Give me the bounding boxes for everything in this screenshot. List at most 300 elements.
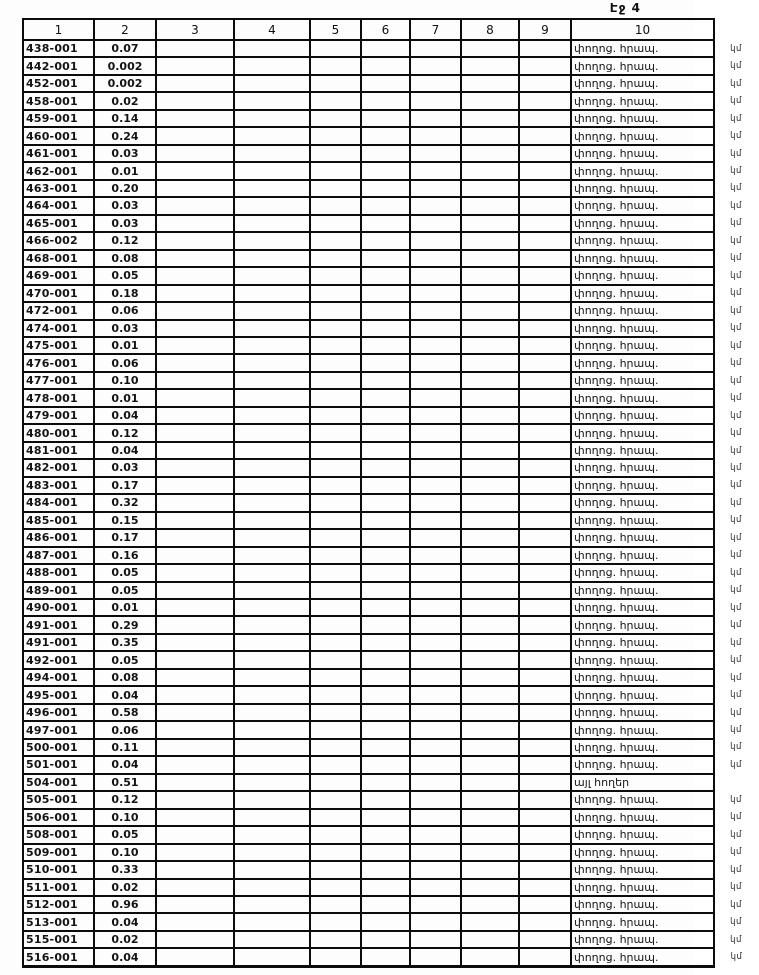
unit-note: կմ <box>730 253 742 264</box>
empty-cell <box>234 582 310 599</box>
empty-cell <box>410 739 461 756</box>
empty-cell <box>234 896 310 913</box>
code-cell: 492-001 <box>23 651 94 668</box>
unit-note: կմ <box>730 725 742 736</box>
empty-cell <box>519 879 571 896</box>
empty-cell <box>410 354 461 371</box>
value-cell: 0.51 <box>94 774 156 791</box>
value-cell: 0.07 <box>94 40 156 57</box>
empty-cell <box>361 686 410 703</box>
empty-cell <box>461 459 519 476</box>
empty-cell <box>310 302 361 319</box>
empty-cell <box>156 477 234 494</box>
empty-cell <box>461 582 519 599</box>
empty-cell <box>461 739 519 756</box>
empty-cell <box>156 756 234 773</box>
unit-note: կմ <box>730 480 742 491</box>
land-use-cell: փողոց. հրապ. <box>571 826 714 843</box>
value-cell: 0.04 <box>94 442 156 459</box>
empty-cell <box>461 302 519 319</box>
empty-cell <box>156 547 234 564</box>
land-use-cell: փողոց. հրապ. <box>571 564 714 581</box>
code-cell: 487-001 <box>23 547 94 564</box>
empty-cell <box>156 354 234 371</box>
empty-cell <box>519 564 571 581</box>
land-use-cell: փողոց. հրապ. <box>571 686 714 703</box>
unit-note: կմ <box>730 829 742 840</box>
value-cell: 0.05 <box>94 651 156 668</box>
value-cell: 0.04 <box>94 686 156 703</box>
value-cell: 0.02 <box>94 879 156 896</box>
land-use-cell: փողոց. հրապ. <box>571 529 714 546</box>
empty-cell <box>310 337 361 354</box>
unit-note: կմ <box>730 183 742 194</box>
table-row <box>23 529 758 546</box>
value-cell: 0.05 <box>94 826 156 843</box>
empty-cell <box>461 809 519 826</box>
empty-cell <box>519 389 571 406</box>
empty-cell <box>519 582 571 599</box>
unit-note: կմ <box>730 113 742 124</box>
land-use-cell: փողոց. հրապ. <box>571 756 714 773</box>
empty-cell <box>519 529 571 546</box>
code-cell: 468-001 <box>23 250 94 267</box>
empty-cell <box>519 215 571 232</box>
empty-cell <box>410 547 461 564</box>
empty-cell <box>361 547 410 564</box>
empty-cell <box>410 948 461 966</box>
land-use-cell: փողոց. հրապ. <box>571 302 714 319</box>
empty-cell <box>461 756 519 773</box>
code-cell: 516-001 <box>23 948 94 966</box>
empty-cell <box>410 931 461 948</box>
table-row <box>23 92 758 109</box>
land-use-cell: փողոց. հրապ. <box>571 791 714 808</box>
empty-cell <box>156 861 234 878</box>
empty-cell <box>461 634 519 651</box>
empty-cell <box>361 931 410 948</box>
empty-cell <box>461 564 519 581</box>
empty-cell <box>410 250 461 267</box>
value-cell: 0.04 <box>94 756 156 773</box>
empty-cell <box>310 389 361 406</box>
empty-cell <box>234 92 310 109</box>
empty-cell <box>519 145 571 162</box>
empty-cell <box>461 704 519 721</box>
column-header-8: 8 <box>461 19 519 40</box>
empty-cell <box>361 180 410 197</box>
value-cell: 0.10 <box>94 809 156 826</box>
land-use-cell: փողոց. հրապ. <box>571 57 714 74</box>
code-cell: 497-001 <box>23 721 94 738</box>
empty-cell <box>310 686 361 703</box>
empty-cell <box>461 197 519 214</box>
empty-cell <box>156 494 234 511</box>
empty-cell <box>234 547 310 564</box>
land-use-cell: փողոց. հրապ. <box>571 512 714 529</box>
empty-cell <box>234 145 310 162</box>
empty-cell <box>156 75 234 92</box>
empty-cell <box>519 75 571 92</box>
empty-cell <box>361 616 410 633</box>
value-cell: 0.12 <box>94 232 156 249</box>
empty-cell <box>310 582 361 599</box>
empty-cell <box>156 267 234 284</box>
empty-cell <box>310 162 361 179</box>
table-row <box>23 826 758 843</box>
table-row <box>23 599 758 616</box>
unit-note: կմ <box>730 532 742 543</box>
unit-note: կմ <box>730 235 742 246</box>
empty-cell <box>361 40 410 57</box>
empty-cell <box>234 424 310 441</box>
empty-cell <box>156 127 234 144</box>
empty-cell <box>461 844 519 861</box>
empty-cell <box>410 634 461 651</box>
code-cell: 500-001 <box>23 739 94 756</box>
empty-cell <box>410 826 461 843</box>
empty-cell <box>310 616 361 633</box>
code-cell: 512-001 <box>23 896 94 913</box>
empty-cell <box>461 127 519 144</box>
table-row <box>23 302 758 319</box>
unit-note: կմ <box>730 550 742 561</box>
empty-cell <box>410 424 461 441</box>
empty-cell <box>361 337 410 354</box>
empty-cell <box>361 826 410 843</box>
empty-cell <box>519 931 571 948</box>
empty-cell <box>310 267 361 284</box>
land-use-cell: փողոց. հրապ. <box>571 844 714 861</box>
empty-cell <box>310 407 361 424</box>
empty-cell <box>361 477 410 494</box>
unit-note: կմ <box>730 690 742 701</box>
table-row <box>23 320 758 337</box>
value-cell: 0.02 <box>94 931 156 948</box>
empty-cell <box>234 512 310 529</box>
empty-cell <box>310 564 361 581</box>
table-row <box>23 913 758 930</box>
unit-note: կմ <box>730 585 742 596</box>
empty-cell <box>156 651 234 668</box>
empty-cell <box>410 529 461 546</box>
value-cell: 0.18 <box>94 285 156 302</box>
table-row <box>23 704 758 721</box>
code-cell: 476-001 <box>23 354 94 371</box>
empty-cell <box>461 442 519 459</box>
empty-cell <box>461 547 519 564</box>
value-cell: 0.12 <box>94 791 156 808</box>
table-row <box>23 354 758 371</box>
empty-cell <box>410 197 461 214</box>
empty-cell <box>156 110 234 127</box>
empty-cell <box>519 913 571 930</box>
empty-cell <box>156 162 234 179</box>
empty-cell <box>410 704 461 721</box>
empty-cell <box>461 320 519 337</box>
unit-note: կմ <box>730 620 742 631</box>
empty-cell <box>234 931 310 948</box>
code-cell: 465-001 <box>23 215 94 232</box>
empty-cell <box>519 459 571 476</box>
unit-note: կմ <box>730 567 742 578</box>
empty-cell <box>310 40 361 57</box>
empty-cell <box>310 896 361 913</box>
empty-cell <box>156 302 234 319</box>
value-cell: 0.20 <box>94 180 156 197</box>
code-cell: 489-001 <box>23 582 94 599</box>
empty-cell <box>410 844 461 861</box>
empty-cell <box>310 879 361 896</box>
land-use-cell: փողոց. հրապ. <box>571 669 714 686</box>
empty-cell <box>461 407 519 424</box>
empty-cell <box>310 127 361 144</box>
empty-cell <box>310 75 361 92</box>
empty-cell <box>234 564 310 581</box>
value-cell: 0.06 <box>94 721 156 738</box>
value-cell: 0.17 <box>94 529 156 546</box>
code-cell: 511-001 <box>23 879 94 896</box>
empty-cell <box>461 389 519 406</box>
unit-note: կմ <box>730 864 742 875</box>
empty-cell <box>234 739 310 756</box>
empty-cell <box>310 721 361 738</box>
land-use-cell: փողոց. հրապ. <box>571 267 714 284</box>
land-use-cell: փողոց. հրապ. <box>571 320 714 337</box>
land-use-cell: փողոց. հրապ. <box>571 442 714 459</box>
unit-note: կմ <box>730 952 743 963</box>
code-cell: 469-001 <box>23 267 94 284</box>
code-cell: 460-001 <box>23 127 94 144</box>
table-row <box>23 250 758 267</box>
value-cell: 0.03 <box>94 320 156 337</box>
table-row <box>23 931 758 948</box>
empty-cell <box>310 197 361 214</box>
empty-cell <box>234 354 310 371</box>
empty-cell <box>361 809 410 826</box>
empty-cell <box>519 651 571 668</box>
code-cell: 485-001 <box>23 512 94 529</box>
empty-cell <box>310 651 361 668</box>
empty-cell <box>461 826 519 843</box>
empty-cell <box>410 616 461 633</box>
column-header-4: 4 <box>234 19 310 40</box>
empty-cell <box>361 145 410 162</box>
code-cell: 491-001 <box>23 634 94 651</box>
empty-cell <box>361 285 410 302</box>
empty-cell <box>461 931 519 948</box>
empty-cell <box>234 704 310 721</box>
empty-cell <box>310 145 361 162</box>
empty-cell <box>234 494 310 511</box>
empty-cell <box>310 669 361 686</box>
unit-note: կմ <box>730 218 742 229</box>
empty-cell <box>361 896 410 913</box>
code-cell: 491-001 <box>23 616 94 633</box>
unit-note: կմ <box>730 637 742 648</box>
empty-cell <box>156 669 234 686</box>
empty-cell <box>519 197 571 214</box>
empty-cell <box>234 756 310 773</box>
empty-cell <box>519 809 571 826</box>
land-use-cell: փողոց. հրապ. <box>571 75 714 92</box>
empty-cell <box>310 180 361 197</box>
empty-cell <box>461 861 519 878</box>
empty-cell <box>361 774 410 791</box>
empty-cell <box>361 948 410 966</box>
value-cell: 0.06 <box>94 354 156 371</box>
land-use-cell: փողոց. հրապ. <box>571 127 714 144</box>
column-header-3: 3 <box>156 19 234 40</box>
empty-cell <box>410 477 461 494</box>
unit-note: կմ <box>730 917 742 928</box>
empty-cell <box>410 162 461 179</box>
empty-cell <box>519 442 571 459</box>
empty-cell <box>461 75 519 92</box>
empty-cell <box>519 407 571 424</box>
empty-cell <box>519 162 571 179</box>
code-cell: 510-001 <box>23 861 94 878</box>
empty-cell <box>410 285 461 302</box>
empty-cell <box>410 651 461 668</box>
land-use-cell: փողոց. հրապ. <box>571 704 714 721</box>
empty-cell <box>156 424 234 441</box>
land-use-cell: փողոց. հրապ. <box>571 931 714 948</box>
empty-cell <box>234 948 310 966</box>
table-row <box>23 844 758 861</box>
empty-cell <box>361 197 410 214</box>
land-use-cell: փողոց. հրապ. <box>571 634 714 651</box>
table-row <box>23 215 758 232</box>
value-cell: 0.17 <box>94 477 156 494</box>
empty-cell <box>461 651 519 668</box>
empty-cell <box>410 791 461 808</box>
land-use-cell: փողոց. հրապ. <box>571 459 714 476</box>
code-cell: 470-001 <box>23 285 94 302</box>
table-row <box>23 459 758 476</box>
code-cell: 475-001 <box>23 337 94 354</box>
empty-cell <box>519 721 571 738</box>
empty-cell <box>410 110 461 127</box>
empty-cell <box>234 285 310 302</box>
land-use-cell: փողոց. հրապ. <box>571 424 714 441</box>
empty-cell <box>156 337 234 354</box>
value-cell: 0.10 <box>94 844 156 861</box>
empty-cell <box>234 844 310 861</box>
table-row <box>23 512 758 529</box>
empty-cell <box>234 57 310 74</box>
empty-cell <box>310 809 361 826</box>
unit-note <box>714 774 758 791</box>
table-row <box>23 40 758 57</box>
empty-cell <box>361 372 410 389</box>
code-cell: 515-001 <box>23 931 94 948</box>
empty-cell <box>519 180 571 197</box>
empty-cell <box>519 57 571 74</box>
empty-cell <box>156 739 234 756</box>
value-cell: 0.05 <box>94 267 156 284</box>
empty-cell <box>361 529 410 546</box>
table-row <box>23 110 758 127</box>
empty-cell <box>234 110 310 127</box>
unit-margin-header <box>714 19 758 40</box>
value-cell: 0.10 <box>94 372 156 389</box>
empty-cell <box>234 651 310 668</box>
empty-cell <box>234 861 310 878</box>
empty-cell <box>519 267 571 284</box>
empty-cell <box>461 267 519 284</box>
empty-cell <box>361 424 410 441</box>
table-row <box>23 75 758 92</box>
empty-cell <box>361 861 410 878</box>
empty-cell <box>461 512 519 529</box>
empty-cell <box>361 75 410 92</box>
empty-cell <box>410 215 461 232</box>
empty-cell <box>310 931 361 948</box>
empty-cell <box>310 774 361 791</box>
table-row <box>23 809 758 826</box>
empty-cell <box>234 180 310 197</box>
empty-cell <box>410 774 461 791</box>
empty-cell <box>156 931 234 948</box>
empty-cell <box>519 494 571 511</box>
empty-cell <box>361 879 410 896</box>
empty-cell <box>234 372 310 389</box>
empty-cell <box>361 110 410 127</box>
empty-cell <box>361 459 410 476</box>
empty-cell <box>156 564 234 581</box>
table-row <box>23 337 758 354</box>
land-use-cell: փողոց. հրապ. <box>571 215 714 232</box>
column-header-9: 9 <box>519 19 571 40</box>
table-row <box>23 494 758 511</box>
empty-cell <box>234 616 310 633</box>
code-cell: 480-001 <box>23 424 94 441</box>
empty-cell <box>234 267 310 284</box>
code-cell: 504-001 <box>23 774 94 791</box>
empty-cell <box>156 529 234 546</box>
empty-cell <box>461 180 519 197</box>
table-row <box>23 372 758 389</box>
value-cell: 0.03 <box>94 215 156 232</box>
unit-note: կմ <box>730 742 742 753</box>
empty-cell <box>361 913 410 930</box>
empty-cell <box>234 809 310 826</box>
empty-cell <box>361 442 410 459</box>
table-row <box>23 791 758 808</box>
empty-cell <box>519 948 571 966</box>
empty-cell <box>361 739 410 756</box>
table-header-row <box>23 19 758 40</box>
empty-cell <box>519 704 571 721</box>
land-use-cell: փողոց. հրապ. <box>571 389 714 406</box>
land-use-cell: փողոց. հրապ. <box>571 739 714 756</box>
empty-cell <box>156 704 234 721</box>
empty-cell <box>361 704 410 721</box>
empty-cell <box>410 879 461 896</box>
value-cell: 0.29 <box>94 616 156 633</box>
land-use-cell: փողոց. հրապ. <box>571 582 714 599</box>
empty-cell <box>519 791 571 808</box>
code-cell: 488-001 <box>23 564 94 581</box>
value-cell: 0.04 <box>94 407 156 424</box>
empty-cell <box>410 756 461 773</box>
empty-cell <box>310 913 361 930</box>
empty-cell <box>234 337 310 354</box>
empty-cell <box>156 844 234 861</box>
empty-cell <box>310 354 361 371</box>
code-cell: 513-001 <box>23 913 94 930</box>
